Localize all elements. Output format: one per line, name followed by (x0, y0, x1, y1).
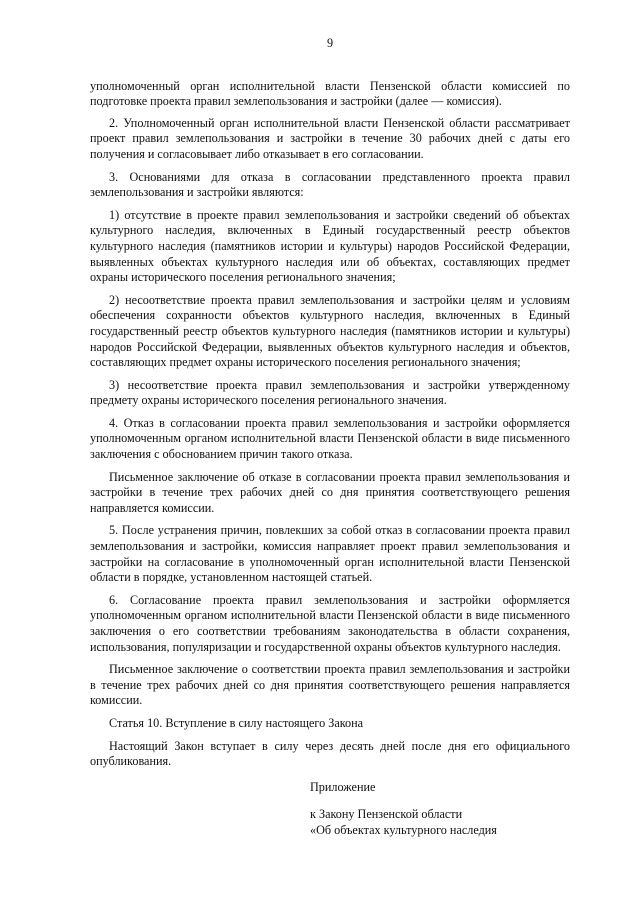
paragraph-item-4: 4. Отказ в согласовании проекта правил землепользования и застройки оформляется уполномоченным органом исполнительной власти Пензенской области в виде письменного заключения с обоснованием причин такого отказа. (90, 415, 570, 462)
paragraph-item-5: 5. После устранения причин, повлекших за собой отказ в согласовании проекта правил землепользования и застройки, комиссия направляет проект правил землепользования и застройки на согласование в уполномоченный орган исполнительной власти Пензенской области в порядке, установленном настоящей статьей. (90, 523, 570, 585)
paragraph-written-refusal: Письменное заключение об отказе в согласовании проекта правил землепользования и застройки в течение трех рабочих дней со дня принятия соответствующего решения направляется комиссии. (90, 469, 570, 515)
appendix-title: Приложение (310, 779, 376, 794)
subitem-2: 2) несоответствие проекта правил землепользования и застройки целям и условиям обеспечения сохранности объектов культурного наследия, включенных в Единый государственный реестр объектов культурного наследия (памятников истории и культуры) народов Российской Федерации, выявленных объектов культурного наследия и объектов, составляющих предмет охраны исторического поселения регионального значения; (90, 292, 570, 370)
paragraph-item-2: 2. Уполномоченный орган исполнительной власти Пензенской области рассматривает проект правил землепользования и застройки в течение 30 рабочих дней с даты его получения и согласовывает либо отказывает в его согласовании. (90, 115, 570, 161)
paragraph-written-conformity: Письменное заключение о соответствии проекта правил землепользования и застройки в течение трех рабочих дней со дня принятия соответствующего решения направляется комиссии. (90, 662, 570, 708)
appendix-line-2: «Об объектах культурного наследия (310, 822, 497, 837)
article-text: Настоящий Закон вступает в силу через десять дней после дня его официального опубликования. (90, 738, 570, 769)
paragraph-item-6: 6. Согласование проекта правил землепользования и застройки оформляется уполномоченным органом исполнительной власти Пензенской области в виде письменного заключения о его соответствии требованиям законодательства в области сохранения, использования, популяризации и государственной охраны объектов культурного наследия. (90, 592, 570, 654)
subitem-3: 3) несоответствие проекта правил землепользования и застройки утвержденному предмету охраны исторического поселения регионального значения. (90, 377, 570, 408)
appendix-line-1: к Закону Пензенской области (310, 807, 463, 822)
subitem-1: 1) отсутствие в проекте правил землепользования и застройки сведений об объектах культурного наследия, включенных в Единый государственный реестр объектов культурного наследия (памятников истории и культуры) народов Российской Федерации, выявленных объектах культурного наследия или об объектах, составляющих предмет охраны исторического поселения регионального значения; (90, 207, 570, 285)
paragraph-item-3: 3. Основаниями для отказа в согласовании представленного проекта правил землепользования и застройки являются: (90, 169, 570, 200)
paragraph-continuation: уполномоченный орган исполнительной власти Пензенской области комиссией по подготовке проекта правил землепользования и застройки (далее — комиссия). (90, 78, 570, 109)
article-heading: Статья 10. Вступление в силу настоящего Закона (109, 715, 364, 730)
appendix-block (310, 780, 570, 839)
page-number: 9 (326, 36, 334, 50)
